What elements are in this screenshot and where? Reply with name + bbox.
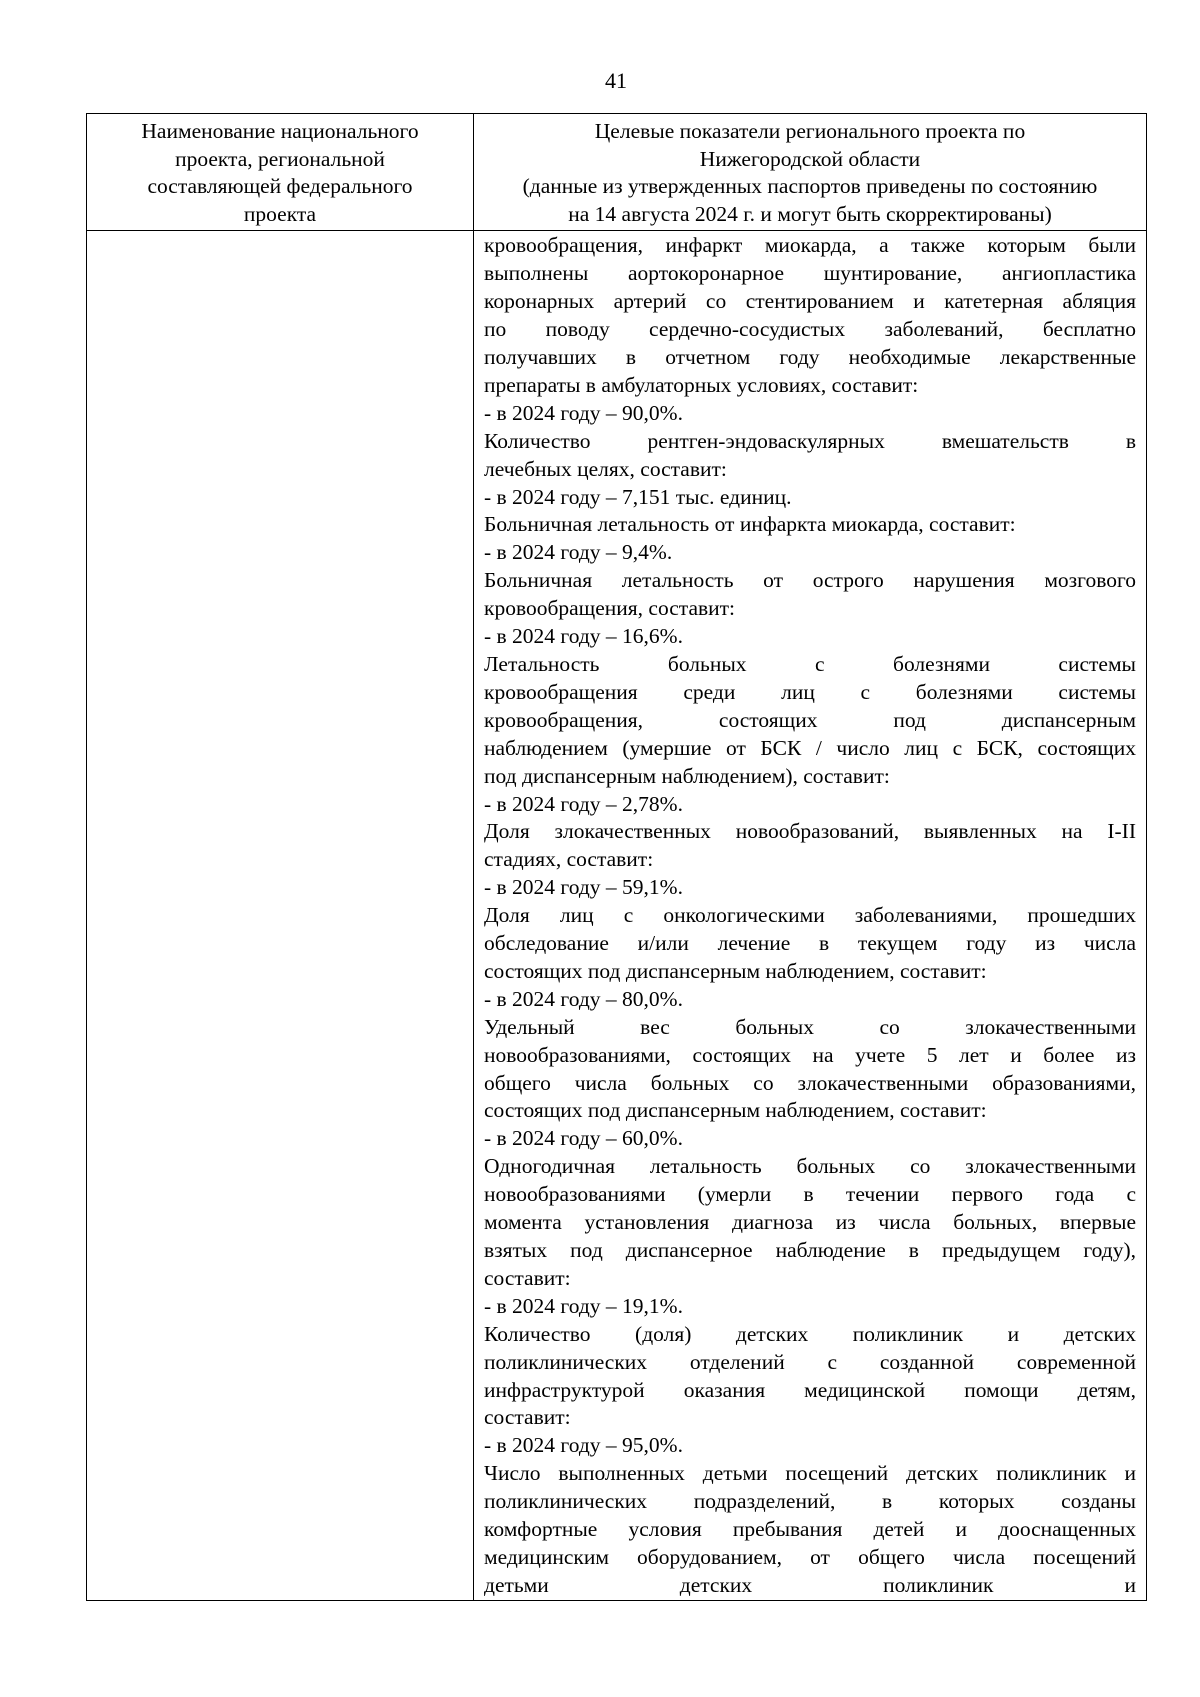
indicator-text-line: лечебных целях, составит:	[484, 456, 727, 481]
header-target-indicators-line: Нижегородской области	[699, 146, 921, 171]
indicator-text-line: коронарных артерий со стентированием и катетерная абляция	[484, 289, 1136, 314]
indicator-text-line: поликлинических отделений с созданной современной	[484, 1349, 1136, 1374]
indicator-text-line: обследование и/или лечение в текущем году из числа	[484, 931, 1136, 956]
indicator-text-line: детьми детских поликлиник и	[484, 1572, 1136, 1597]
indicator-text-line: - в 2024 году – 16,6%.	[484, 624, 683, 649]
indicator-text-line: - в 2024 году – 19,1%.	[484, 1293, 683, 1318]
indicator-text-line: - в 2024 году – 7,151 тыс. единиц.	[484, 484, 792, 509]
indicator-text-line: Число выполненных детьми посещений детских поликлиник и	[484, 1461, 1136, 1486]
indicator-text-line: состоящих под диспансерным наблюдением, составит:	[484, 958, 987, 983]
indicator-text-line: получавших в отчетном году необходимые лекарственные	[484, 345, 1136, 369]
indicator-text-line: Летальность больных с болезнями системы	[484, 651, 1136, 676]
project-name-cell	[87, 231, 474, 1600]
indicator-text-line: по поводу сердечно-сосудистых заболеваний, бесплатно	[484, 317, 1136, 342]
indicator-text-line: момента установления диагноза из числа больных, впервые	[484, 1210, 1136, 1235]
indicator-text-line: наблюдением (умершие от БСК / число лиц с БСК, состоящих	[484, 735, 1136, 760]
indicator-text-line: - в 2024 году – 59,1%.	[484, 875, 683, 900]
header-target-indicators-line: (данные из утвержденных паспортов приведены по состоянию	[522, 174, 1098, 199]
indicator-text-line: взятых под диспансерное наблюдение в предыдущем году),	[484, 1238, 1136, 1262]
indicator-text-line: Больничная летальность от инфаркта миокарда, составит:	[484, 512, 1016, 537]
indicator-text-line: - в 2024 году – 60,0%.	[484, 1126, 683, 1151]
indicator-text-line: Доля злокачественных новообразований, выявленных на I-II	[484, 819, 1136, 844]
indicator-text-line: новообразованиями, состоящих на учете 5 лет и более из	[484, 1042, 1136, 1067]
header-target-indicators-line: Целевые показатели регионального проекта по	[594, 119, 1026, 143]
header-project-name	[87, 114, 474, 231]
indicator-text-line: под диспансерным наблюдением), составит:	[484, 763, 890, 788]
indicator-text-line: инфраструктурой оказания медицинской помощи детям,	[484, 1377, 1136, 1402]
indicator-text-line: Больничная летальность от острого нарушения мозгового	[484, 568, 1136, 593]
indicator-text-line: - в 2024 году – 90,0%.	[484, 400, 683, 425]
indicator-text-line: новообразованиями (умерли в течении первого года с	[484, 1182, 1136, 1207]
indicator-text-line: поликлинических подразделений, в которых созданы	[484, 1489, 1136, 1514]
header-project-name-line: проекта, региональной	[175, 146, 385, 171]
indicator-text-line: состоящих под диспансерным наблюдением, составит:	[484, 1098, 987, 1123]
indicator-text-line: составит:	[484, 1405, 571, 1430]
indicator-text-line: кровообращения среди лиц с болезнями системы	[484, 679, 1136, 704]
header-project-name-line: Наименование национального	[141, 119, 419, 143]
indicator-text-line: комфортные условия пребывания детей и дооснащенных	[484, 1517, 1136, 1542]
indicator-text-line: - в 2024 году – 95,0%.	[484, 1433, 683, 1458]
indicator-text-line: - в 2024 году – 9,4%.	[484, 540, 673, 565]
indicator-text-line: кровообращения, состоящих под диспансерным	[484, 707, 1136, 732]
indicator-text-line: Количество (доля) детских поликлиник и детских	[484, 1321, 1136, 1346]
header-project-name-line: проекта	[243, 201, 317, 226]
indicator-text-line: Одногодичная летальность больных со злокачественными	[484, 1154, 1136, 1179]
header-target-indicators-line: на 14 августа 2024 г. и могут быть скорректированы)	[568, 201, 1052, 226]
table-row	[87, 231, 1147, 1600]
indicators-text-cell	[474, 231, 1147, 1600]
indicator-text-line: кровообращения, инфаркт миокарда, а также которым были	[484, 233, 1136, 258]
indicator-text-line: медицинским оборудованием, от общего числа посещений	[484, 1544, 1136, 1569]
indicator-text-line: Доля лиц с онкологическими заболеваниями, прошедших	[484, 903, 1136, 928]
indicator-text-line: стадиях, составит:	[484, 847, 654, 872]
indicator-text-line: выполнены аортокоронарное шунтирование, ангиопластика	[484, 261, 1136, 286]
page-number: 41	[605, 68, 627, 93]
indicator-text-line: - в 2024 году – 2,78%.	[484, 791, 683, 816]
header-project-name-line: составляющей федерального	[147, 174, 413, 199]
indicator-text-line: кровообращения, составит:	[484, 596, 736, 621]
indicator-text-line: - в 2024 году – 80,0%.	[484, 986, 683, 1011]
indicator-text-line: составит:	[484, 1265, 571, 1290]
indicator-text-line: общего числа больных со злокачественными образованиями,	[484, 1070, 1136, 1095]
indicator-text-line: Количество рентген-эндоваскулярных вмешательств в	[484, 428, 1136, 453]
indicator-text-line: Удельный вес больных со злокачественными	[484, 1014, 1136, 1039]
indicator-text-line: препараты в амбулаторных условиях, составит:	[484, 372, 919, 397]
header-target-indicators	[474, 114, 1147, 231]
indicators-table	[86, 113, 1147, 1601]
table-header-row	[87, 114, 1147, 231]
